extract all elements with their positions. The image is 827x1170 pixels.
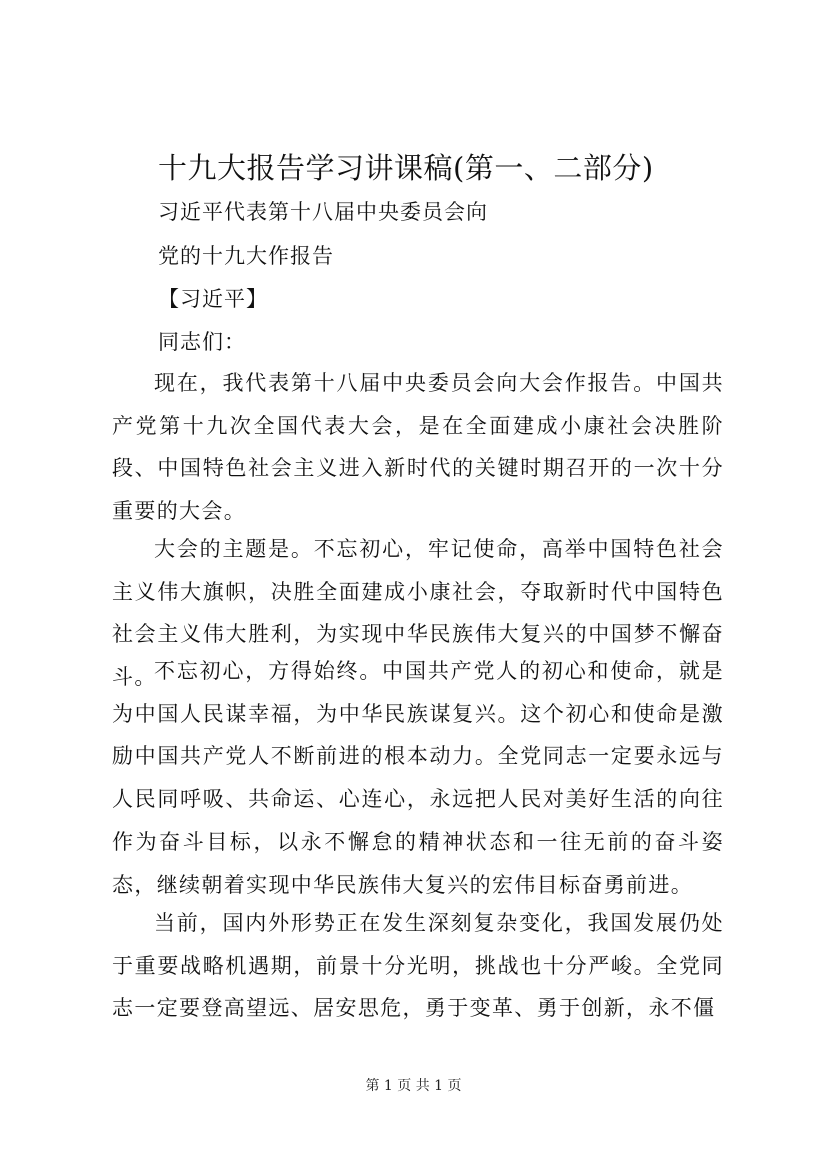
body-paragraph: 大会的主题是。不忘初心，牢记使命，高举中国特色社会主义伟大旗帜，决胜全面建成小康社会，夺取新时代中国特色社会主义伟大胜利，为实现中华民族伟大复兴的中国梦不懈奋斗。 (112, 537, 724, 690)
body-paragraph: 现在，我代表第十八届中央委员会向大会作报告。中国共产党第十九次全国代表大会，是在全面建成小康社会决胜阶段、中国特色社会主义进入新时代的关键时期召开的一次十分重要的大会。 (112, 371, 724, 524)
author-line: 【习近平】 (158, 287, 268, 311)
body-paragraph: 不忘初心，方得始终。中国共产党人的初心和使命，就是为中国人民谋幸福，为中华民族谋复兴。这个初心和使命是激励中国共产党人不断前进的根本动力。全党同志一定要永远与人民同呼吸、共命运、心连心，永远把人民对美好生活的向往作为奋斗目标，以永不懈怠的精神状态和一往无前的奋斗姿态，继续朝着实现中华民族伟大复兴的宏伟目标奋勇前进。 (112, 659, 724, 897)
subtitle-line-1: 习近平代表第十八届中央委员会向 (158, 200, 488, 224)
document-title: 十九大报告学习讲课稿(第一、二部分) (158, 151, 654, 185)
body-paragraph: 当前，国内外形势正在发生深刻复杂变化，我国发展仍处于重要战略机遇期，前景十分光明，挑战也十分严峻。全党同志一定要登高望远、居安思危，勇于变革、勇于创新，永不僵 (112, 911, 724, 1021)
page-footer: 第 1 页 共 1 页 (365, 1078, 462, 1094)
greeting-line: 同志们： (158, 330, 246, 354)
subtitle-line-2: 党的十九大作报告 (158, 244, 334, 268)
